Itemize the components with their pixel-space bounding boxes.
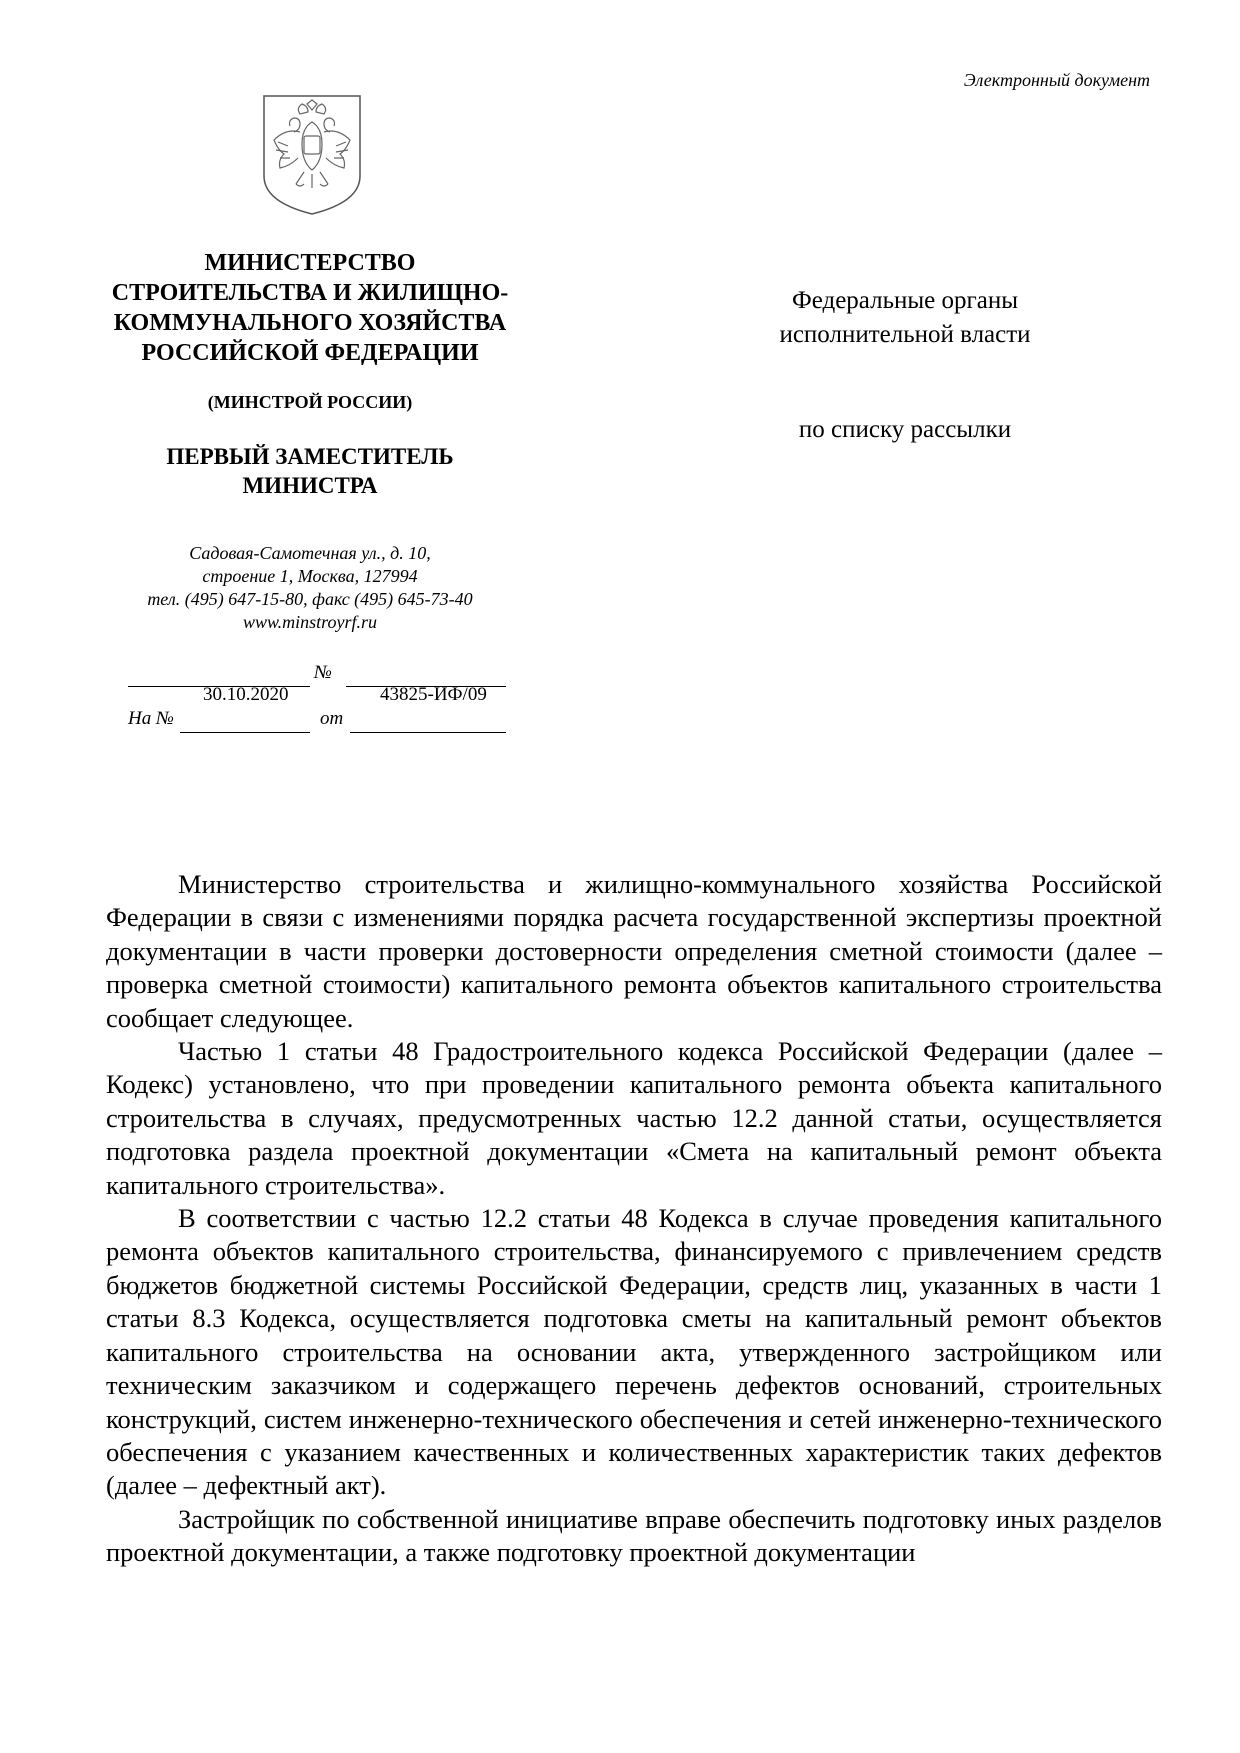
registration-block	[128, 662, 508, 742]
from-label: от	[320, 708, 344, 729]
address-line: тел. (495) 647-15-80, факс (495) 645-73-40	[147, 589, 473, 609]
distribution-note: по списку рассылки	[798, 416, 1012, 443]
letter-body	[106, 868, 1162, 1570]
electronic-document-mark: Электронный документ	[963, 70, 1150, 90]
registration-number: 43825-ИФ/09	[380, 684, 487, 705]
russian-coat-of-arms-icon	[260, 92, 364, 218]
sender-position-line: МИНИСТРА	[242, 473, 378, 498]
reply-number-underline	[180, 732, 310, 733]
registration-date: 30.10.2020	[203, 684, 289, 705]
body-paragraph: В соответствии с частью 12.2 статьи 48 Кодекса в случае проведения капитального ремонта объектов капитального строительства, финансируемого с привлечением средств бюджетов бюджетной системы Российской Федерации, средств лиц, указанных в части 1 статьи 8.3 Кодекса, осуществляется подготовка сметы на капитальный ремонт объектов капитального строительства на основании акта, утвержденного застройщиком или техническим заказчиком и содержащего перечень дефектов оснований, строительных конструкций, систем инженерно-технического обеспечения и сетей инженерно-технического обеспечения с указанием качественных и количественных характеристик таких дефектов (далее – дефектный акт).	[106, 1203, 1162, 1501]
body-paragraph: Застройщик по собственной инициативе вправе обеспечить подготовку иных разделов проектной документации, а также подготовку проектной документации	[106, 1503, 1162, 1568]
ministry-name	[60, 248, 560, 368]
ministry-name-line: РОССИЙСКОЙ ФЕДЕРАЦИИ	[141, 340, 479, 366]
body-paragraph: Министерство строительства и жилищно-коммунального хозяйства Российской Федерации в связи с изменениями порядка расчета государственной экспертизы проектной документации в части проверки достоверности определения сметной стоимости (далее – проверка сметной стоимости) капитального ремонта объектов капитального строительства сообщает следующее.	[106, 869, 1162, 1033]
sender-position-line: ПЕРВЫЙ ЗАМЕСТИТЕЛЬ	[166, 444, 454, 469]
number-sign: №	[314, 662, 332, 683]
body-paragraph: Частью 1 статьи 48 Градостроительного кодекса Российской Федерации (далее – Кодекс) установлено, что при проведении капитального ремонта объекта капитального строительства в случаях, предусмотренных частью 12.2 данной статьи, осуществляется подготовка раздела проектной документации «Смета на капитальный ремонт объекта капитального строительства».	[106, 1036, 1162, 1200]
recipient-line: Федеральные органы	[791, 287, 1019, 314]
ministry-name-line: МИНИСТЕРСТВО	[204, 250, 416, 276]
recipient	[720, 284, 1090, 352]
sender-address	[60, 542, 560, 634]
reply-date-underline	[350, 732, 506, 733]
address-line: строение 1, Москва, 127994	[202, 566, 418, 586]
website: www.minstroyrf.ru	[242, 612, 378, 632]
address-line: Садовая-Самотечная ул., д. 10,	[189, 543, 431, 563]
sender-position	[60, 442, 560, 500]
ministry-name-line: КОММУНАЛЬНОГО ХОЗЯЙСТВА	[113, 310, 507, 336]
reply-reference-line	[128, 708, 508, 736]
reply-to-label: На №	[128, 708, 174, 729]
recipient-line: исполнительной власти	[779, 321, 1031, 348]
ministry-short-name: (МИНСТРОЙ РОССИИ)	[207, 392, 413, 412]
ministry-name-line: СТРОИТЕЛЬСТВА И ЖИЛИЩНО-	[111, 280, 509, 306]
